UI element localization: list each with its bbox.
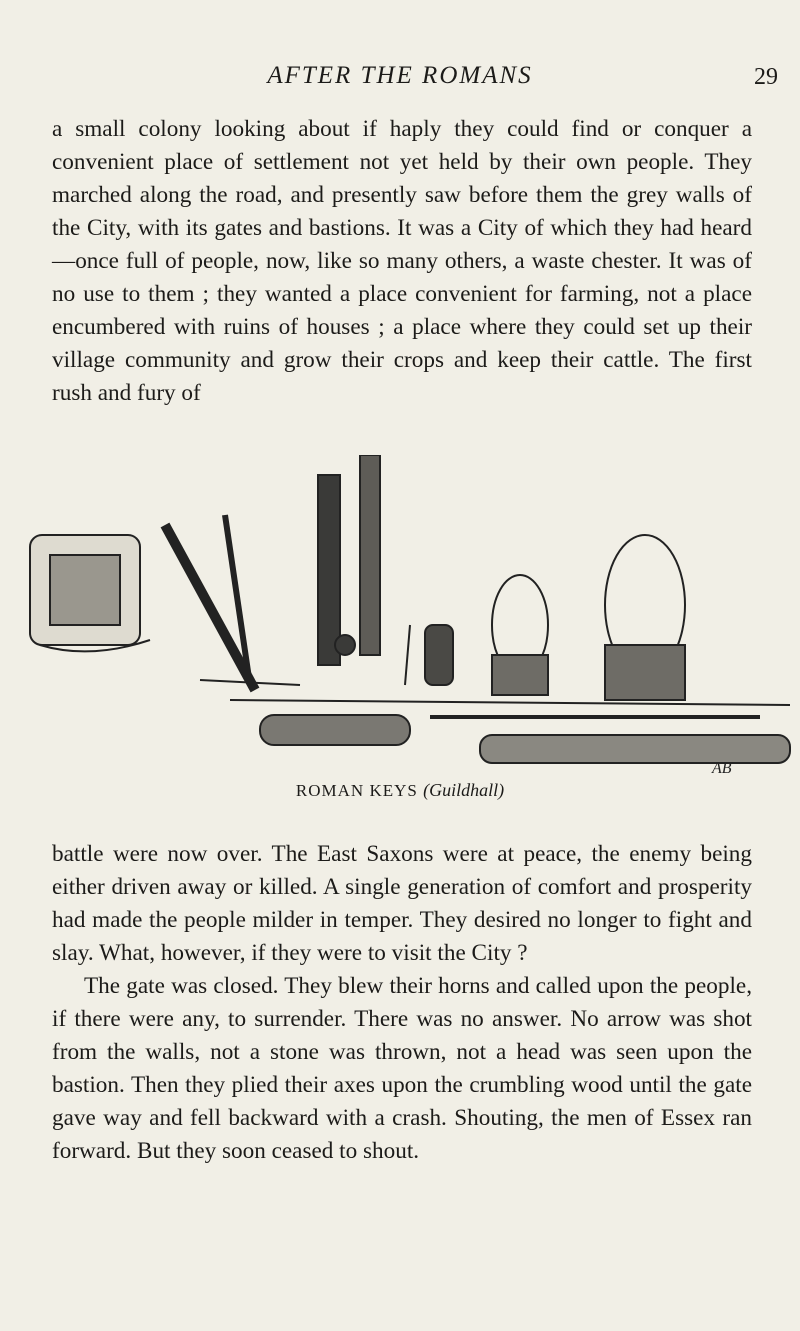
engraver-monogram: AB <box>712 760 732 777</box>
paragraph-1: battle were now over. The East Saxons were at peace, the enemy being either driven away or killed. A single generation of comfort and prosperity had made the people milder in temper. They desired no longer to fight and slay. What, however, if they were to visit the City ? <box>52 841 752 966</box>
key-3 <box>318 455 380 665</box>
key-1 <box>30 535 150 651</box>
caption-title: ROMAN KEYS <box>295 781 418 800</box>
key-4 <box>405 625 453 685</box>
key-5 <box>492 575 548 695</box>
caption-location: (Guildhall) <box>423 780 505 800</box>
page-number: 29 <box>754 64 778 90</box>
roman-keys-illustration <box>0 455 800 800</box>
running-title: AFTER THE ROMANS <box>267 62 533 89</box>
key-6 <box>605 535 685 700</box>
key-2 <box>165 515 300 690</box>
paragraph-2: The gate was closed. They blew their horns and called upon the people, if there were any, to surrender. There was no answer. No arrow was shot from the walls, not a stone was thrown, not a head was seen upon the bastion. Then they plied their axes upon the crumbling wood until the gate gave way and fell backward with a crash. Shouting, the men of Essex ran forward. But they soon ceased to shout. <box>52 973 752 1164</box>
key-7 <box>230 700 790 763</box>
text-block-top <box>52 113 752 410</box>
paragraph-continued: a small colony looking about if haply they could find or conquer a convenient place of settlement not yet held by their own people. They marched along the road, and presently saw before them the grey walls of the City, with its gates and bastions. It was a City of which they had heard—once full of people, now, like so many others, a waste chester. It was of no use to them ; they wanted a place convenient for farming, not a place encumbered with ruins of houses ; a place where they could set up their village community and grow their crops and keep their cattle. The first rush and fury of <box>52 116 752 406</box>
text-block-bottom <box>52 838 752 1168</box>
figure-caption <box>0 780 800 801</box>
